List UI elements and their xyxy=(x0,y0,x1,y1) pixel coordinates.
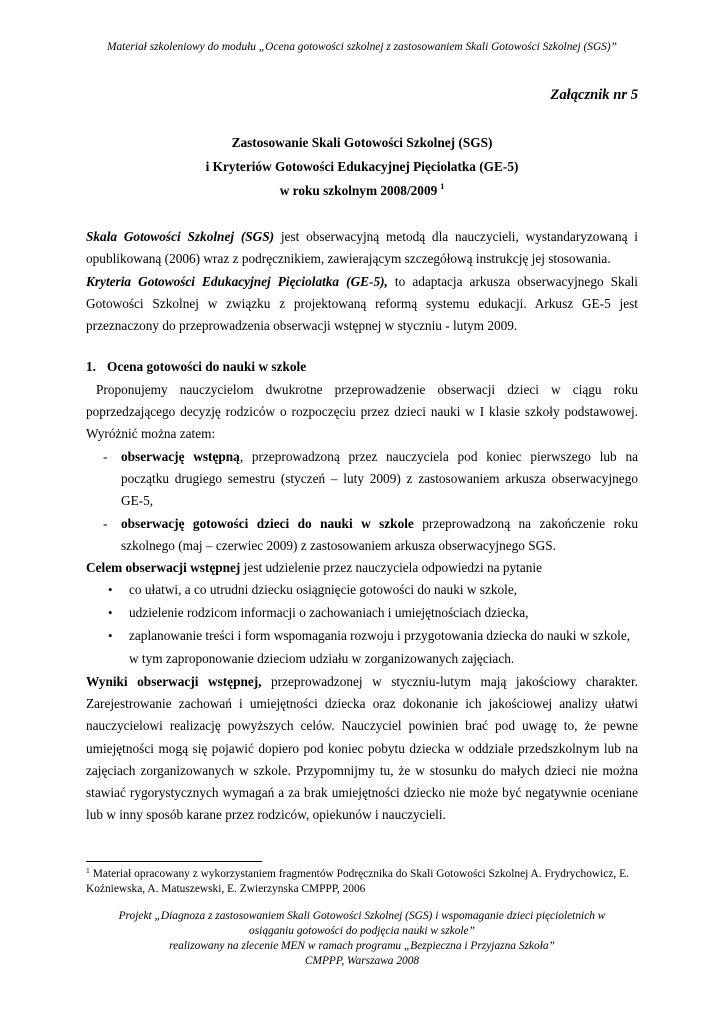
title-line-3 xyxy=(86,179,638,203)
footnote-number: 1 xyxy=(86,866,90,875)
goal-paragraph xyxy=(86,557,638,579)
list-item xyxy=(86,579,638,601)
footer-line-3: realizowany na zlecenie MEN w ramach programu „Bezpieczna i Przyjazna Szkoła” xyxy=(169,940,555,952)
list-item-text: udzielenie rodzicom informacji o zachowaniach i umiejętnościach dziecka, xyxy=(129,605,529,621)
list-item xyxy=(86,513,638,558)
list-item-term: obserwację gotowości dzieci do nauki w szkole xyxy=(121,515,414,531)
list-item xyxy=(86,446,638,513)
footnote-separator xyxy=(86,861,262,862)
section-heading xyxy=(86,356,638,378)
results-term: Wyniki obserwacji wstępnej, xyxy=(86,673,262,689)
ge5-term: Kryteria Gotowości Edukacyjnej Pięciolatka (GE-5), xyxy=(86,273,388,289)
list-item xyxy=(86,625,638,670)
footnote-reference[interactable]: 1 xyxy=(440,182,445,191)
footer-line-2: osiąganiu gotowości do podjęcia nauki w szkole” xyxy=(249,925,475,937)
bullet-icon: • xyxy=(108,605,113,621)
section-intro-paragraph: Proponujemy nauczycielom dwukrotne przeprowadzenie obserwacji dzieci w ciągu roku poprzedzającego decyzję rodziców o rozpoczęciu przez dzieci nauki w I klasie szkoły podstawowej. Wyróżnić można zatem: xyxy=(86,381,638,442)
results-paragraph xyxy=(86,671,638,827)
spacer xyxy=(86,337,638,356)
list-item-text: zaplanowanie treści i form wspomagania rozwoju i przygotowania dziecka do nauki w szkole, w tym zaproponowanie dzieciom udziału w zorganizowanych zajęciach. xyxy=(129,628,631,666)
title-line-2: i Kryteriów Gotowości Edukacyjnej Pięciolatka (GE-5) xyxy=(205,159,519,174)
dash-marker: - xyxy=(103,515,108,531)
goals-list xyxy=(86,579,638,670)
bullet-icon: • xyxy=(108,628,113,644)
list-item-text: co ułatwi, a co utrudni dziecku osiągnięcie gotowości do nauki w szkole, xyxy=(129,582,518,598)
footnote xyxy=(86,867,638,897)
main-content xyxy=(86,226,638,827)
title-line-3-text: w roku szkolnym 2008/2009 xyxy=(279,183,438,198)
footer-line-1: Projekt „Diagnoza z zastosowaniem Skali Gotowości Szkolnej (SGS) i wspomaganie dzieci pięcioletnich w xyxy=(118,910,606,922)
sgs-description: jest obserwacyjną metodą dla nauczycieli, wystandaryzowaną i opublikowaną (2006) wraz z podręcznikiem, zawierającym szczegółową instrukcję jej stosowania. xyxy=(86,229,638,267)
list-item xyxy=(86,602,638,624)
document-title xyxy=(86,131,638,203)
goal-term: Celem obserwacji wstępnej xyxy=(86,560,241,576)
intro-paragraph-ge5 xyxy=(86,271,638,338)
bullet-icon: • xyxy=(108,582,113,598)
section-title: Ocena gotowości do nauki w szkole xyxy=(107,359,307,375)
results-text: przeprowadzonej w styczniu-lutym mają jakościowy charakter. Zarejestrowanie zachowań i umiejętności dziecka oraz dokonanie ich jakościowej analizy ułatwi nauczycielowi realizację powyższych celów. Nauczyciel powinien brać pod uwagę to, że pewne umiejętności mogą się pojawić dopiero pod koniec pobytu dziecka w oddziale przedszkolnym lub na zajęciach zorganizowanych w szkole. Przypomnijmy tu, że w stosunku do małych dzieci nie można stawiać rygorystycznych wymagań a za brak umiejętności dziecko nie może być negatywnie oceniane lub w inny sposób karane przez rodziców, opiekunów i nauczycieli. xyxy=(86,673,638,823)
running-header: Materiał szkoleniowy do modułu „Ocena gotowości szkolnej z zastosowaniem Skali Gotowości Szkolnej (SGS)” xyxy=(106,41,617,53)
list-item-term: obserwację wstępną xyxy=(121,448,240,464)
list-item-text: przeprowadzoną na zakończenie roku szkolnego (maj – czerwiec 2009) z zastosowaniem arkusza obserwacyjnego SGS. xyxy=(121,515,638,553)
sgs-term: Skala Gotowości Szkolnej (SGS) xyxy=(86,229,275,244)
dash-marker: - xyxy=(103,448,108,464)
ge5-description: to adaptacja arkusza obserwacyjnego Skali Gotowości Szkolnej w związku z projektowaną reformą systemu edukacji. Arkusz GE-5 jest przeznaczony do przeprowadzenia obserwacji wstępnej w styczniu - lutym 2009. xyxy=(86,273,638,334)
observation-types-list xyxy=(86,446,638,557)
intro-paragraph-sgs xyxy=(86,226,638,271)
footer-line-4: CMPPP, Warszawa 2008 xyxy=(304,955,420,967)
title-line-1: Zastosowanie Skali Gotowości Szkolnej (SGS) xyxy=(231,135,493,150)
goal-text: jest udzielenie przez nauczyciela odpowiedzi na pytanie xyxy=(240,560,542,576)
list-item-text: , przeprowadzoną przez nauczyciela pod koniec pierwszego lub na początku drugiego semestru (styczeń – luty 2009) z zastosowaniem arkusza obserwacyjnego GE-5, xyxy=(121,448,638,509)
section-number: 1. xyxy=(86,359,96,375)
attachment-label: Załącznik nr 5 xyxy=(550,87,638,103)
footnote-text: Materiał opracowany z wykorzystaniem fragmentów Podręcznika do Skali Gotowości Szkolnej A. Frydrychowicz, E. Koźniewska, A. Matuszewski, E. Zwierzynska CMPPP, 2006 xyxy=(86,868,629,895)
running-footer xyxy=(60,909,664,969)
